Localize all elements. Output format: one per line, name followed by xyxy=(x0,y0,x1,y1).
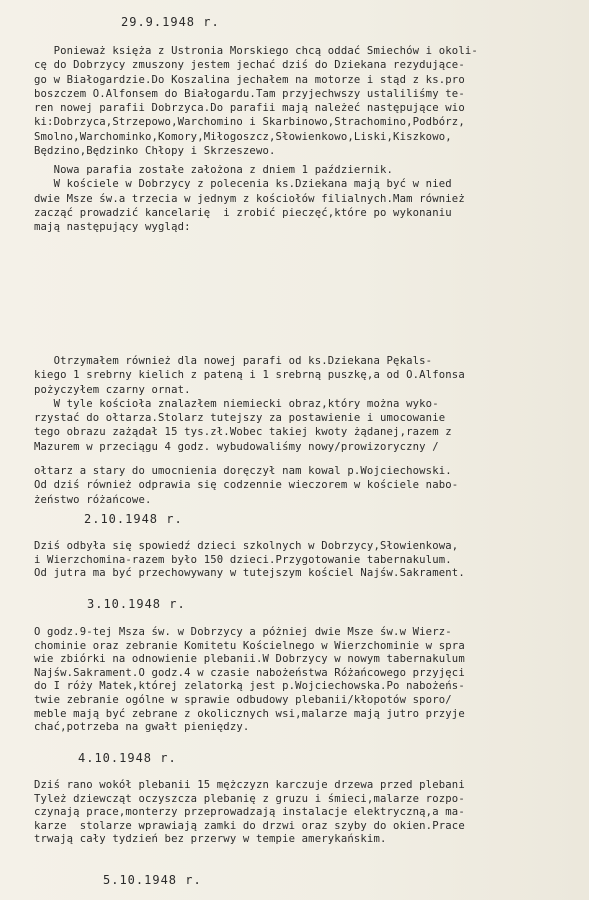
text-line: czynają prace,monterzy przeprowadzają instalacje elektryczną,a ma- xyxy=(34,806,465,819)
text-line: Najśw.Sakrament.O godz.4 w czasie nabożeństwa Różańcowego przyjęci xyxy=(34,666,465,679)
entry-date: 29.9.1948 r. xyxy=(121,15,220,29)
text-line: i Wierzchomina-razem było 150 dzieci.Przygotowanie tabernakulum. xyxy=(34,553,452,566)
text-line: mają następujący wygląd: xyxy=(34,221,191,234)
text-line: pożyczyłem czarny ornat. xyxy=(34,383,191,396)
text-line: O godz.9-tej Msza św. w Dobrzycy a póżniej dwie Msze św.w Wierz- xyxy=(34,626,452,638)
text-line: ren nowej parafii Dobrzyca.Do parafii mają należeć następujące wio xyxy=(34,102,465,115)
text-line: twie zebranie ogólne w sprawie odbudowy plebanii/kłopotów sporo/ xyxy=(34,693,452,706)
text-line: Tyleż dziewcząt oczyszcza plebanię z gruzu i śmieci,malarze rozpo- xyxy=(34,792,465,805)
entry-paragraph xyxy=(34,354,586,507)
text-line: Otrzymałem również dla nowej parafi od ks.Dziekana Pękals- xyxy=(34,355,433,367)
text-line: kiego 1 srebrny kielich z pateną i 1 srebrną puszkę,a od O.Alfonsa xyxy=(34,369,465,382)
text-line: Dziś odbyła się spowiedź dzieci szkolnych w Dobrzycy,Słowienkowa, xyxy=(34,540,459,552)
entry-date: 2.10.1948 r. xyxy=(84,512,183,526)
text-line: cę do Dobrzycy zmuszony jestem jechać dziś do Dziekana rezydujące- xyxy=(34,59,465,72)
text-line: żeństwo różańcowe. xyxy=(34,493,152,506)
text-line: Smolno,Warchominko,Komory,Miłogoszcz,Słowienkowo,Liski,Kiszkowo, xyxy=(34,130,452,143)
text-line: Dziś rano wokół plebanii 15 mężczyzn karczuje drzewa przed plebani xyxy=(34,779,465,791)
text-line: boszczem O.Alfonsem do Białogardu.Tam przyjechwszy ustaliliśmy te- xyxy=(34,87,465,100)
text-line: tego obrazu zażądał 15 tys.zł.Wobec takiej kwoty żądanej,razem z xyxy=(34,426,452,439)
entry-paragraph xyxy=(34,626,586,735)
text-line: do I róży Matek,której zelatorką jest p.Wojciechowska.Po nabożeńs- xyxy=(34,680,465,693)
text-line: chominie oraz zebranie Komitetu Kościelnego w Wierzchominie w spra xyxy=(34,639,465,652)
text-line: W kościele w Dobrzycy z polecenia ks.Dziekana mają być w nied xyxy=(34,178,452,191)
entry-date: 4.10.1948 r. xyxy=(78,751,177,765)
entry-date: 5.10.1948 r. xyxy=(103,873,202,887)
text-line: W tyle kościoła znalazłem niemiecki obraz,który można wyko- xyxy=(34,397,439,410)
text-line: trwają cały tydzień bez przerwy w tempie amerykańskim. xyxy=(34,833,387,846)
text-line: Mazurem w przeciągu 4 godz. wybudowaliśmy nowy/prowizoryczny / xyxy=(34,440,439,453)
text-line: chać,potrzeba na gwałt pieniędzy. xyxy=(34,721,250,734)
text-line: Ponieważ księża z Ustronia Morskiego chcą oddać Smiechów i okoli- xyxy=(34,45,478,57)
text-line: rzystać do ołtarza.Stolarz tutejszy za postawienie i umocowanie xyxy=(34,412,446,425)
text-line: zacząć prowadzić kancelarię i zrobić pieczęć,które po wykonaniu xyxy=(34,206,452,219)
text-line: Od jutra ma być przechowywany w tutejszym kościel Najśw.Sakrament. xyxy=(34,567,465,580)
text-line: ołtarz a stary do umocnienia doręczył nam kowal p.Wojciechowski. xyxy=(34,465,452,478)
entry-paragraph xyxy=(34,163,586,234)
text-line: meble mają być zebrane z okolicznych wsi,malarze mają jutro przyje xyxy=(34,707,465,720)
text-line: ki:Dobrzyca,Strzepowo,Warchomino i Skarbinowo,Strachomino,Podbórz, xyxy=(34,116,465,129)
text-line: Będzino,Będzinko Chłopy i Skrzeszewo. xyxy=(34,145,276,158)
text-line: karze stolarze wprawiają zamki do drzwi oraz szyby do okien.Prace xyxy=(34,819,465,832)
entry-paragraph xyxy=(34,779,586,847)
entry-paragraph xyxy=(34,44,586,158)
text-line: go w Białogardzie.Do Koszalina jechałem na motorze i stąd z ks.pro xyxy=(34,73,465,86)
text-line: Nowa parafia zostałe założona z dniem 1 październik. xyxy=(34,164,394,176)
entry-date: 3.10.1948 r. xyxy=(87,597,186,611)
text-line: Od dziś również odprawia się codzennie wieczorem w kościele nabo- xyxy=(34,479,459,492)
text-line: dwie Msze św.a trzecia w jednym z kościołów filialnych.Mam również xyxy=(34,192,465,205)
text-line: wie zbiórki na odnowienie plebanii.W Dobrzycy w nowym tabernakulum xyxy=(34,653,465,666)
entry-paragraph xyxy=(34,540,586,581)
